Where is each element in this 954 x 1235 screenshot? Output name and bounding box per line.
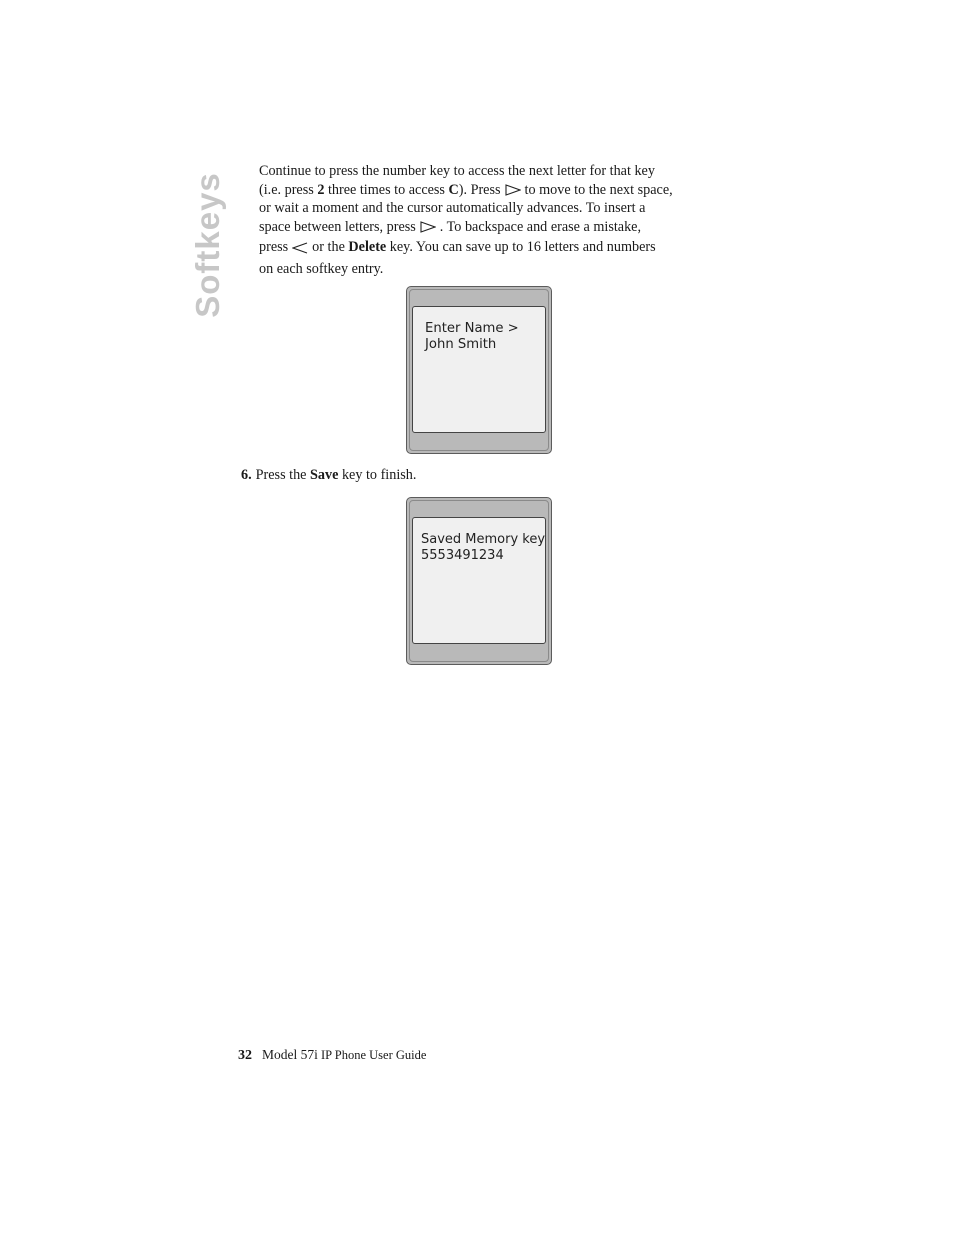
lcd-line-1: Enter Name > bbox=[425, 321, 519, 336]
key-c: C bbox=[448, 181, 459, 198]
footer-model: Model 57i bbox=[262, 1047, 318, 1062]
section-title: Softkeys bbox=[189, 172, 226, 318]
instruction-paragraph bbox=[259, 162, 729, 279]
paragraph-line-4: space between letters, press . To backspace and erase a mistake, bbox=[259, 218, 642, 235]
lcd-screen bbox=[412, 517, 546, 644]
right-arrow-icon bbox=[505, 184, 521, 196]
phone-display-saved bbox=[406, 497, 552, 665]
step-6: 6. Press the Save key to finish. bbox=[241, 467, 417, 483]
paragraph-line-2: (i.e. press 2 three times to access C). Press to move to the next space, bbox=[259, 181, 673, 198]
lcd-line-2: 5553491234 bbox=[421, 548, 504, 563]
paragraph-line-1: Continue to press the number key to access the next letter for that key bbox=[259, 163, 655, 179]
section-side-tab bbox=[188, 165, 228, 325]
step-number: 6. bbox=[241, 467, 252, 483]
phone-display-enter-name bbox=[406, 286, 552, 454]
footer-guide-title: IP Phone User Guide bbox=[317, 1048, 427, 1062]
right-arrow-icon bbox=[420, 221, 436, 233]
key-save: Save bbox=[310, 467, 339, 483]
key-delete: Delete bbox=[348, 239, 387, 255]
paragraph-line-6: on each softkey entry. bbox=[259, 261, 384, 277]
page-number: 32 bbox=[238, 1048, 252, 1063]
key-2: 2 bbox=[317, 181, 325, 198]
paragraph-line-3: or wait a moment and the cursor automatically advances. To insert a bbox=[259, 200, 646, 216]
lcd-screen bbox=[412, 306, 546, 433]
lcd-line-2: John Smith bbox=[425, 337, 497, 352]
left-arrow-icon bbox=[292, 242, 308, 254]
paragraph-line-5: press or the Delete key. You can save up to 16 letters and numbers bbox=[259, 239, 656, 255]
page-footer bbox=[238, 1047, 426, 1064]
lcd-line-1: Saved Memory key bbox=[421, 532, 546, 547]
